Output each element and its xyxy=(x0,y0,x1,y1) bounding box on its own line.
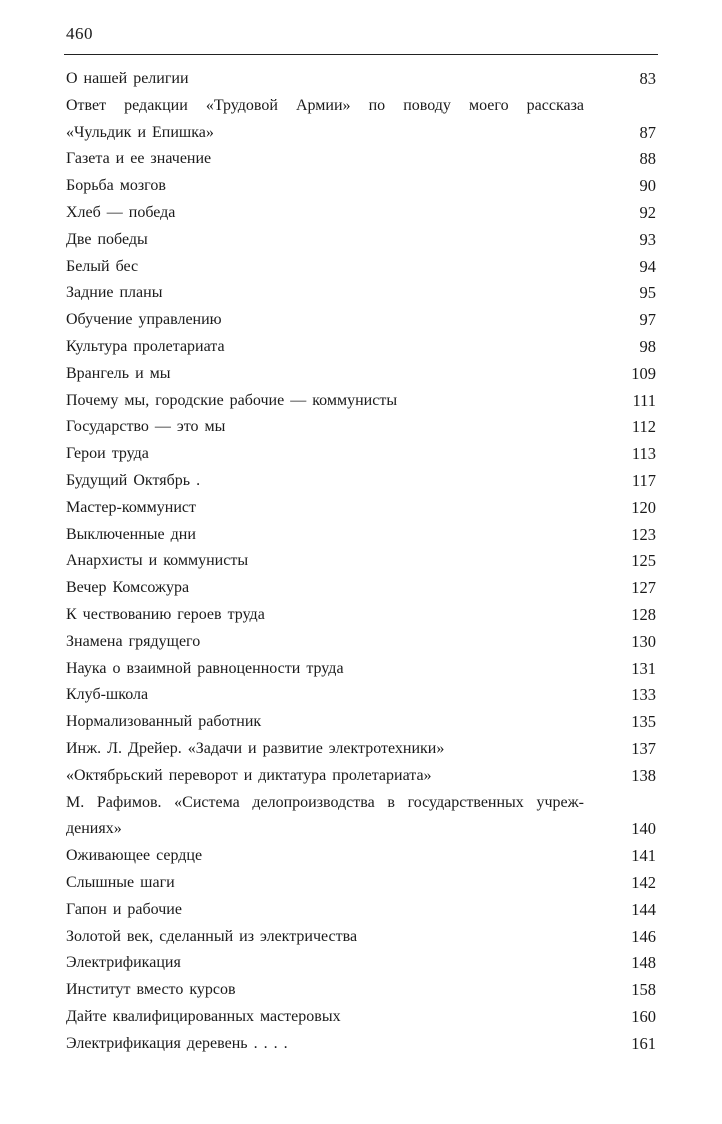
toc-entry-title: Герои труда xyxy=(66,445,149,463)
toc-entry-page: 90 xyxy=(639,176,656,196)
toc-entry-title: Борьба мозгов xyxy=(66,177,166,195)
toc-entry-title: «Октябрьский переворот и диктатура пролетариата» xyxy=(66,766,432,784)
toc-entry-title: Газета и ее значение xyxy=(66,150,212,168)
toc-entry-title: Хлеб — победа xyxy=(66,203,176,221)
toc-entry-title: Инж. Л. Дрейер. «Задачи и развитие электротехники» xyxy=(66,739,445,757)
toc-entry xyxy=(66,950,656,977)
toc-entry-title: Дайте квалифицированных мастеровых xyxy=(66,1007,341,1025)
toc-entry xyxy=(66,736,656,763)
toc-entry-title: Наука о взаимной равноценности труда xyxy=(66,659,344,677)
toc-entry xyxy=(66,495,656,522)
toc-entry-page: 87 xyxy=(639,122,656,142)
toc-entry-title: Гапон и рабочие xyxy=(66,900,182,918)
toc-entry-title: Культура пролетариата xyxy=(66,337,225,355)
toc-entry-title: Оживающее сердце xyxy=(66,847,203,865)
toc-entry xyxy=(66,280,656,307)
toc-entry-title: Обучение управлению xyxy=(66,311,222,329)
toc-entry-title: К чествованию героев труда xyxy=(66,605,265,623)
toc-entry-page: 109 xyxy=(631,363,656,383)
toc-entry-page: 97 xyxy=(639,310,656,330)
toc-entry-page: 125 xyxy=(631,551,656,571)
toc-entry xyxy=(66,897,656,924)
toc-entry-title: Мастер-коммунист xyxy=(66,498,196,516)
toc-entry xyxy=(66,977,656,1004)
toc-entry xyxy=(66,173,656,200)
toc-entry xyxy=(66,254,656,281)
toc-entry-title: Государство — это мы xyxy=(66,418,226,436)
toc-entry-page: 94 xyxy=(639,256,656,276)
toc-entry-title: Клуб-школа xyxy=(66,686,149,704)
toc-entry-page: 128 xyxy=(631,604,656,624)
toc-entry-page: 133 xyxy=(631,685,656,705)
toc-entry-page: 117 xyxy=(631,470,656,490)
toc-entry xyxy=(66,468,656,495)
toc-entry-page: 131 xyxy=(631,658,656,678)
toc-entry-title: Выключенные дни xyxy=(66,525,196,543)
toc-entry-title-line: М. Рафимов. «Система делопроизводства в государственных учреж- xyxy=(66,793,584,811)
page-number: 460 xyxy=(66,24,93,43)
toc-entry-title xyxy=(66,93,608,147)
toc-entry-page: 161 xyxy=(631,1033,656,1053)
toc-entry-page: 95 xyxy=(639,283,656,303)
toc-entry-page: 148 xyxy=(631,953,656,973)
toc-entry-page: 88 xyxy=(639,149,656,169)
toc-entry xyxy=(66,924,656,951)
toc-entry-title: Слышные шаги xyxy=(66,873,175,891)
toc-entry xyxy=(66,1004,656,1031)
toc-entry-title: О нашей религии xyxy=(66,70,189,87)
toc-entry-page: 130 xyxy=(631,631,656,651)
toc-entry-page: 113 xyxy=(631,444,656,464)
toc-entry-title: Институт вместо курсов xyxy=(66,981,236,999)
toc-entry-title: Почему мы, городские рабочие — коммунисты xyxy=(66,391,398,409)
toc-entry xyxy=(66,763,656,790)
toc-entry xyxy=(66,1031,656,1058)
toc-entry-title: Нормализованный работник xyxy=(66,713,262,731)
toc-entry-page: 144 xyxy=(631,899,656,919)
toc-entry xyxy=(66,227,656,254)
toc-entry xyxy=(66,656,656,683)
toc-entry xyxy=(66,66,656,93)
toc-entry-page: 140 xyxy=(631,819,656,839)
toc-entry-title: Анархисты и коммунисты xyxy=(66,552,249,570)
toc-entry-page: 92 xyxy=(639,202,656,222)
toc-entry-page: 120 xyxy=(631,497,656,517)
toc-entry-page: 138 xyxy=(631,765,656,785)
toc-entry xyxy=(66,575,656,602)
toc-entry-page: 142 xyxy=(631,872,656,892)
toc-entry-page: 93 xyxy=(639,229,656,249)
toc-entry-page: 98 xyxy=(639,336,656,356)
toc-entry-title-line: Ответ редакции «Трудовой Армии» по поводу моего рассказа xyxy=(66,96,584,114)
toc-entry xyxy=(66,870,656,897)
toc-entry-title: Врангель и мы xyxy=(66,364,171,382)
toc-entry xyxy=(66,709,656,736)
toc-entry xyxy=(66,200,656,227)
table-of-contents xyxy=(66,66,656,1057)
toc-entry xyxy=(66,548,656,575)
toc-entry xyxy=(66,843,656,870)
toc-entry-page: 123 xyxy=(631,524,656,544)
toc-entry-title: Золотой век, сделанный из электричества xyxy=(66,927,358,945)
header-rule xyxy=(64,54,658,55)
toc-entry-page: 137 xyxy=(631,738,656,758)
toc-entry xyxy=(66,307,656,334)
toc-entry-page: 112 xyxy=(631,417,656,437)
toc-entry xyxy=(66,682,656,709)
toc-entry xyxy=(66,334,656,361)
toc-entry xyxy=(66,361,656,388)
toc-entry-title-line: «Чульдик и Епишка» xyxy=(66,123,214,141)
toc-entry-title: Будущий Октябрь . xyxy=(66,471,201,489)
toc-entry xyxy=(66,790,656,844)
toc-entry-title-line: дениях» xyxy=(66,820,122,838)
toc-entry xyxy=(66,602,656,629)
toc-entry-page: 127 xyxy=(631,578,656,598)
toc-entry-title: Вечер Комсожура xyxy=(66,579,190,597)
toc-entry-page: 83 xyxy=(639,69,656,88)
toc-entry-title xyxy=(66,790,608,844)
toc-entry xyxy=(66,388,656,415)
toc-entry xyxy=(66,522,656,549)
toc-entry-title: Электрификация деревень . . . . xyxy=(66,1034,288,1052)
toc-entry-title: Электрификация xyxy=(66,954,181,972)
toc-entry-title: Белый бес xyxy=(66,257,139,275)
toc-entry-page: 146 xyxy=(631,926,656,946)
toc-entry-page: 160 xyxy=(631,1006,656,1026)
toc-entry xyxy=(66,414,656,441)
toc-entry xyxy=(66,629,656,656)
toc-entry xyxy=(66,441,656,468)
toc-entry-title: Две победы xyxy=(66,230,148,248)
toc-entry-page: 111 xyxy=(632,390,656,410)
toc-entry xyxy=(66,146,656,173)
toc-entry-page: 158 xyxy=(631,980,656,1000)
toc-entry xyxy=(66,93,656,147)
toc-entry-title: Задние планы xyxy=(66,284,163,302)
toc-entry-page: 141 xyxy=(631,846,656,866)
toc-entry-title: Знамена грядущего xyxy=(66,632,201,650)
toc-entry-page: 135 xyxy=(631,712,656,732)
